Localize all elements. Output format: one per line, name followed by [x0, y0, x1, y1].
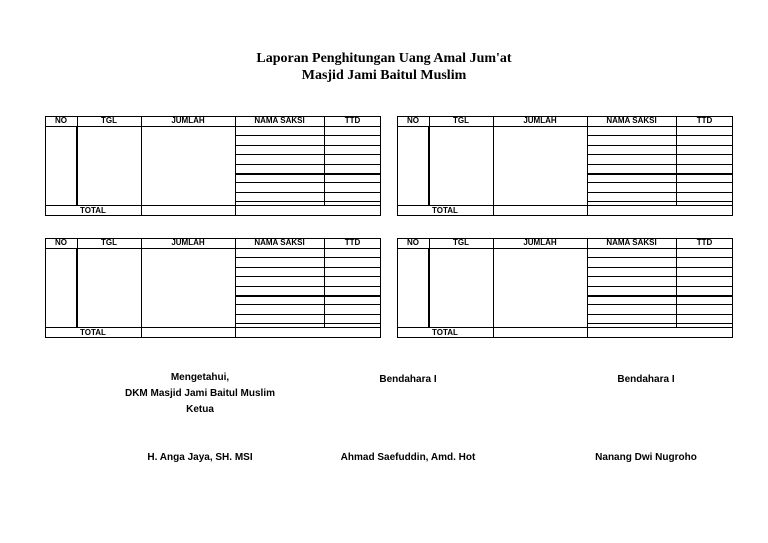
header-col-divider — [324, 116, 325, 126]
report-subtitle: Masjid Jami Baitul Muslim — [301, 68, 467, 83]
total-label: TOTAL — [80, 206, 106, 215]
header-col-divider — [141, 238, 142, 248]
header-divider — [397, 248, 733, 249]
header-nama-saksi: NAMA SAKSI — [254, 116, 305, 125]
saksi-row-line — [235, 182, 381, 183]
sig-right-role: Bendahara I — [617, 374, 675, 385]
saksi-row-line — [587, 164, 733, 165]
saksi-row-line — [587, 276, 733, 277]
saksi-row-line — [587, 192, 733, 193]
saksi-row-line — [587, 182, 733, 183]
header-col-divider — [235, 116, 236, 126]
saksi-row-line — [587, 314, 733, 315]
sig-left-name: H. Anga Jaya, SH. MSI — [147, 452, 253, 463]
body-col-divider — [324, 126, 325, 205]
header-ttd: TTD — [344, 238, 361, 247]
header-tgl: TGL — [453, 116, 469, 125]
saksi-row-line — [235, 295, 381, 297]
header-col-divider — [587, 116, 588, 126]
saksi-row-line — [587, 257, 733, 258]
count-form-2 — [397, 116, 733, 216]
body-col-divider — [76, 126, 78, 205]
header-col-divider — [429, 116, 430, 126]
saksi-row-line — [587, 286, 733, 287]
header-col-divider — [493, 116, 494, 126]
saksi-row-line — [235, 173, 381, 175]
header-col-divider — [429, 238, 430, 248]
body-col-divider — [428, 248, 430, 327]
body-col-divider — [76, 248, 78, 327]
body-col-divider — [235, 248, 236, 327]
total-col-divider — [235, 205, 236, 216]
saksi-row-line — [587, 173, 733, 175]
header-ttd: TTD — [696, 116, 713, 125]
saksi-row-line — [587, 154, 733, 155]
header-divider — [45, 126, 381, 127]
header-jumlah: JUMLAH — [171, 116, 205, 125]
header-jumlah: JUMLAH — [171, 238, 205, 247]
header-no: NO — [407, 238, 419, 247]
total-label: TOTAL — [432, 206, 458, 215]
saksi-row-line — [587, 295, 733, 297]
saksi-row-line — [235, 276, 381, 277]
saksi-row-line — [235, 257, 381, 258]
header-ttd: TTD — [696, 238, 713, 247]
total-label: TOTAL — [80, 328, 106, 337]
body-col-divider — [587, 248, 588, 327]
saksi-row-line — [587, 135, 733, 136]
total-col-divider — [587, 327, 588, 338]
saksi-row-line — [235, 201, 381, 202]
header-jumlah: JUMLAH — [523, 238, 557, 247]
saksi-row-line — [235, 314, 381, 315]
saksi-row-line — [587, 304, 733, 305]
header-col-divider — [235, 238, 236, 248]
saksi-row-line — [587, 145, 733, 146]
body-col-divider — [587, 126, 588, 205]
header-tgl: TGL — [101, 116, 117, 125]
body-col-divider — [141, 248, 142, 327]
sig-right-name: Nanang Dwi Nugroho — [595, 452, 697, 463]
header-nama-saksi: NAMA SAKSI — [606, 116, 657, 125]
total-col-divider — [493, 205, 494, 216]
saksi-row-line — [235, 304, 381, 305]
header-divider — [45, 248, 381, 249]
header-col-divider — [324, 238, 325, 248]
body-col-divider — [493, 248, 494, 327]
total-col-divider — [235, 327, 236, 338]
header-jumlah: JUMLAH — [523, 116, 557, 125]
body-col-divider — [428, 126, 430, 205]
saksi-row-line — [235, 323, 381, 324]
header-col-divider — [676, 238, 677, 248]
header-tgl: TGL — [453, 238, 469, 247]
sig-middle-role: Bendahara I — [379, 374, 437, 385]
total-col-divider — [141, 205, 142, 216]
body-col-divider — [324, 248, 325, 327]
body-col-divider — [676, 126, 677, 205]
header-tgl: TGL — [101, 238, 117, 247]
saksi-row-line — [587, 267, 733, 268]
header-nama-saksi: NAMA SAKSI — [606, 238, 657, 247]
header-no: NO — [407, 116, 419, 125]
header-no: NO — [55, 238, 67, 247]
header-col-divider — [141, 116, 142, 126]
header-col-divider — [77, 116, 78, 126]
count-form-1 — [45, 116, 381, 216]
saksi-row-line — [235, 154, 381, 155]
saksi-row-line — [235, 286, 381, 287]
saksi-row-line — [235, 192, 381, 193]
header-nama-saksi: NAMA SAKSI — [254, 238, 305, 247]
header-no: NO — [55, 116, 67, 125]
header-col-divider — [587, 238, 588, 248]
total-label: TOTAL — [432, 328, 458, 337]
header-ttd: TTD — [344, 116, 361, 125]
header-col-divider — [77, 238, 78, 248]
body-col-divider — [493, 126, 494, 205]
saksi-row-line — [235, 164, 381, 165]
report-title: Laporan Penghitungan Uang Amal Jum'at — [256, 51, 512, 66]
count-form-4 — [397, 238, 733, 338]
sig-left-line3: Ketua — [186, 404, 214, 415]
total-col-divider — [493, 327, 494, 338]
header-col-divider — [676, 116, 677, 126]
saksi-row-line — [235, 135, 381, 136]
body-col-divider — [141, 126, 142, 205]
sig-left-line2: DKM Masjid Jami Baitul Muslim — [124, 388, 276, 399]
saksi-row-line — [587, 323, 733, 324]
saksi-row-line — [235, 267, 381, 268]
saksi-row-line — [235, 145, 381, 146]
header-col-divider — [493, 238, 494, 248]
total-col-divider — [587, 205, 588, 216]
header-divider — [397, 126, 733, 127]
total-col-divider — [141, 327, 142, 338]
sig-middle-name: Ahmad Saefuddin, Amd. Hot — [340, 452, 476, 463]
body-col-divider — [235, 126, 236, 205]
sig-left-line1: Mengetahui, — [170, 372, 230, 383]
count-form-3 — [45, 238, 381, 338]
saksi-row-line — [587, 201, 733, 202]
body-col-divider — [676, 248, 677, 327]
